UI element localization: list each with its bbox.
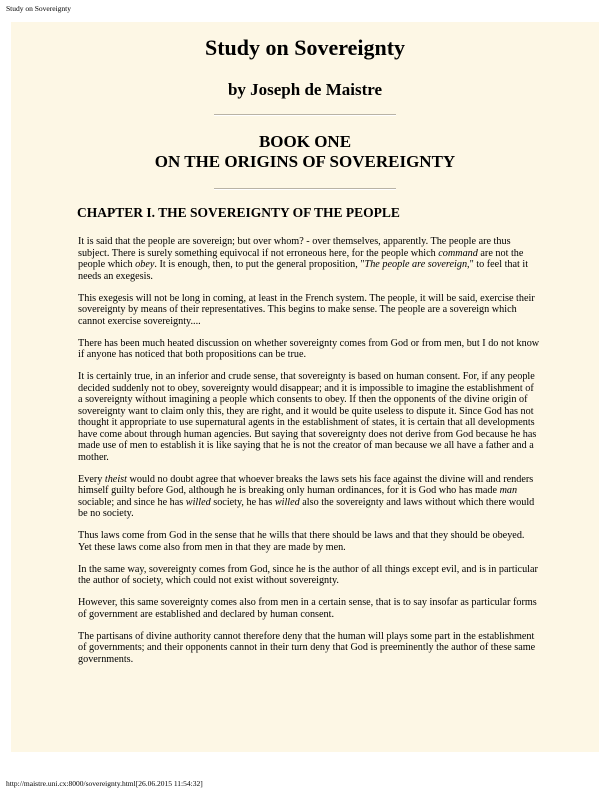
chapter-heading: CHAPTER I. THE SOVEREIGNTY OF THE PEOPLE <box>77 205 400 220</box>
paragraph-text: Thus laws come from God in the sense that he wills that there should be laws and that they should be obeyed. Yet these laws come also from men in that they are made by men. <box>78 530 525 553</box>
book-heading <box>11 132 599 172</box>
paragraph-text: would no doubt agree that whoever breaks the laws sets his face against the divine will and renders himself guilty before God, although he is breaking only human ordinances, for it is God who has made <box>78 473 534 496</box>
paragraph <box>78 474 540 520</box>
paragraph-text: Every <box>78 473 105 485</box>
paragraph-text: sociable; and since he has <box>78 496 186 508</box>
document-author: by Joseph de Maistre <box>227 80 383 99</box>
emphasis-text: command <box>438 247 478 259</box>
paragraph-text: . It is enough, then, to put the general proposition, " <box>154 259 365 270</box>
emphasis-text: The people are sovereign <box>364 259 468 270</box>
paragraph-text: In the same way, sovereignty comes from God, since he is the author of all things except evil, and is in particular the author of society, which could not exist without sovereignty. <box>78 563 538 586</box>
book-heading-line2: ON THE ORIGINS OF SOVEREIGNTY <box>154 152 456 171</box>
body-text <box>78 236 540 676</box>
paragraph-text: society, he has <box>210 496 275 508</box>
emphasis-text: obey <box>135 259 155 270</box>
horizontal-rule <box>214 114 396 116</box>
paragraph <box>78 236 540 282</box>
paragraph-text: ," to feel that it needs an exegesis. <box>78 259 529 282</box>
emphasis-text: man <box>499 485 518 496</box>
document-title: Study on Sovereignty <box>204 35 406 60</box>
paragraph-text: However, this same sovereignty comes also from men in a certain sense, that is to say insofar as particular forms of government are established and declared by human consent. <box>78 597 537 620</box>
book-heading-line1: BOOK ONE <box>258 132 352 151</box>
print-footer-url: http://maistre.uni.cx:8000/sovereignty.html[26.06.2015 11:54:32] <box>6 779 203 788</box>
paragraph <box>78 564 540 587</box>
paragraph-text: also the sovereignty and laws without which there would be no society. <box>78 496 535 519</box>
paragraph-text: It is certainly true, in an inferior and crude sense, that sovereignty is based on human consent. For, if any people decided suddenly not to obey, sovereignty would disappear; and it is impossible to imagine the establishment of a sovereignty without imagining a people which consents to obey. If then the opponents of the divine origin of sovereignty want to claim only this, they are right, and it would be quite useless to dispute it. Since God has not thought it appropriate to use supernatural agents in the establishment of states, it is certain that all developments have come about through human agencies. But saying that sovereignty does not derive from God because he has made use of men to establish it is like saying that he is not the creator of man because we all have a father and a mother. <box>78 371 537 463</box>
paragraph-text: The partisans of divine authority cannot therefore deny that the human will plays some part in the establishment of governments; and their opponents cannot in their turn deny that God is preeminently the author of these same governments. <box>78 630 536 665</box>
paragraph <box>78 338 540 361</box>
emphasis-text: theist <box>104 473 127 485</box>
horizontal-rule <box>214 188 396 190</box>
paragraph <box>78 530 540 553</box>
paragraph <box>78 597 540 620</box>
paragraph <box>78 631 540 666</box>
emphasis-text: willed <box>185 496 211 508</box>
emphasis-text: willed <box>274 496 300 508</box>
paragraph-text: are not the people which <box>78 247 524 270</box>
paragraph <box>78 293 540 328</box>
print-header-title: Study on Sovereignty <box>6 4 71 13</box>
paragraph-text: It is said that the people are sovereign; but over whom? - over themselves, apparently. The people are thus subject. There is surely something equivocal if not erroneous here, for the people which <box>78 236 511 259</box>
document-page <box>11 22 599 752</box>
paragraph-text: There has been much heated discussion on whether sovereignty comes from God or from men, but I do not know if anyone has noticed that both propositions can be true. <box>78 337 540 360</box>
paragraph-text: This exegesis will not be long in coming, at least in the French system. The people, it will be said, exercise their sovereignty by means of their representatives. This begins to make sense. The people are a sovereign which cannot exercise sovereignty.... <box>78 292 535 327</box>
paragraph <box>78 371 540 463</box>
